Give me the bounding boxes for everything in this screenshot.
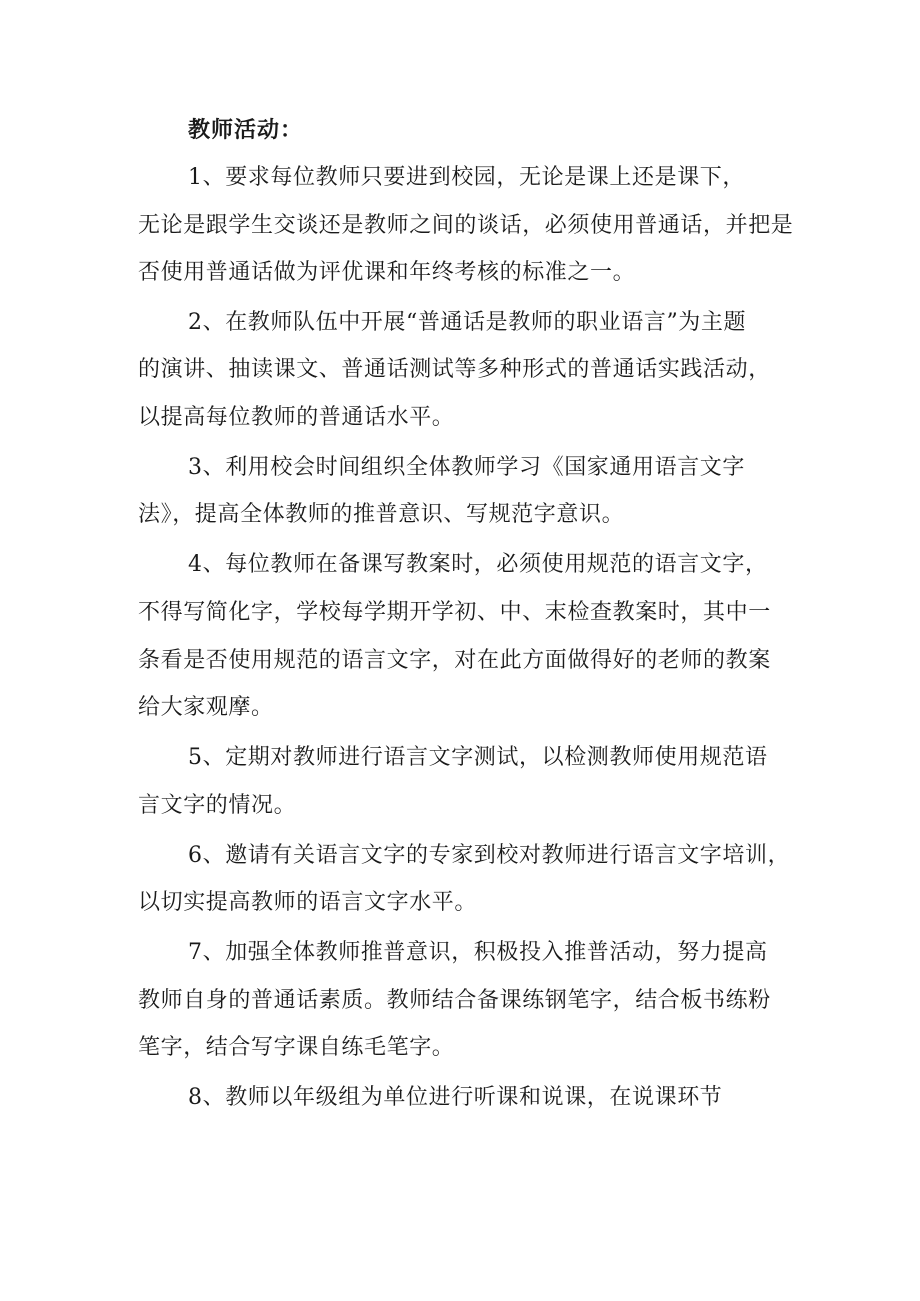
paragraph-1-line-1: 1、要求每位教师只要进到校园，无论是课上还是课下， bbox=[188, 165, 745, 190]
paragraph-7-line-3: 笔字，结合写字课自练毛笔字。 bbox=[138, 1035, 455, 1060]
paragraph-4-line-4: 给大家观摩。 bbox=[138, 695, 274, 720]
paragraph-6-line-2: 以切实提高教师的语言文字水平。 bbox=[138, 890, 478, 915]
document-heading: 教师活动： bbox=[188, 117, 304, 143]
paragraph-7-line-2: 教师自身的普通话素质。教师结合备课练钢笔字，结合板书练粉 bbox=[138, 988, 771, 1013]
paragraph-2-line-2: 的演讲、抽读课文、普通话测试等多种形式的普通话实践活动， bbox=[138, 357, 771, 382]
paragraph-8-line-1: 8、教师以年级组为单位进行听课和说课，在说课环节 bbox=[188, 1085, 723, 1110]
paragraph-4-line-3: 条看是否使用规范的语言文字，对在此方面做得好的老师的教案 bbox=[138, 648, 771, 673]
paragraph-6-line-1: 6、邀请有关语言文字的专家到校对教师进行语言文字培训， bbox=[188, 843, 791, 868]
paragraph-1-line-2: 无论是跟学生交谈还是教师之间的谈话，必须使用普通话，并把是 bbox=[138, 213, 794, 238]
paragraph-5-line-2: 言文字的情况。 bbox=[138, 793, 297, 818]
paragraph-7-line-1: 7、加强全体教师推普意识，积极投入推普活动，努力提高 bbox=[188, 940, 768, 965]
paragraph-1-line-3: 否使用普通话做为评优课和年终考核的标准之一。 bbox=[138, 260, 636, 285]
paragraph-2-line-1: 2、在教师队伍中开展“普通话是教师的职业语言”为主题 bbox=[188, 310, 747, 335]
paragraph-4-line-1: 4、每位教师在备课写教案时，必须使用规范的语言文字， bbox=[188, 552, 768, 577]
paragraph-3-line-1: 3、利用校会时间组织全体教师学习《国家通用语言文字 bbox=[188, 455, 745, 480]
paragraph-4-line-2: 不得写简化字，学校每学期开学初、中、末检查教案时，其中一 bbox=[138, 600, 771, 625]
paragraph-5-line-1: 5、定期对教师进行语言文字测试，以检测教师使用规范语 bbox=[188, 745, 768, 770]
paragraph-3-line-2: 法》，提高全体教师的推普意识、写规范字意识。 bbox=[138, 502, 625, 527]
paragraph-2-line-3: 以提高每位教师的普通话水平。 bbox=[138, 405, 455, 430]
